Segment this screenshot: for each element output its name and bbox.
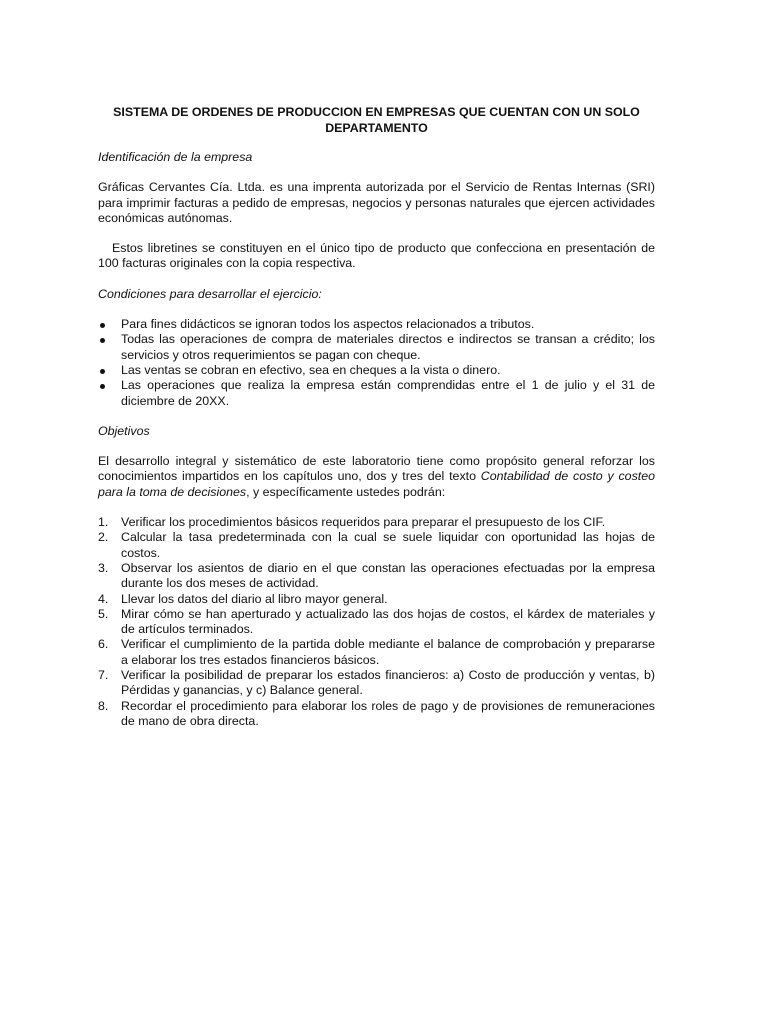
list-item-text: Llevar los datos del diario al libro mayor general. bbox=[121, 591, 388, 606]
paragraph-objectives-intro bbox=[98, 454, 655, 500]
book-title: Contabilidad de costo y costeo para la toma de decisiones bbox=[98, 469, 655, 499]
list-item bbox=[98, 317, 655, 332]
list-item-text: Calcular la tasa predeterminada con la cual se suele liquidar con oportunidad las hojas de costos. bbox=[121, 530, 655, 560]
intro-text-part2: , y específicamente ustedes podrán: bbox=[246, 484, 446, 499]
paragraph-product-description: Estos libretines se constituyen en el único tipo de producto que confecciona en presentación de 100 facturas originales con la copia respectiva. bbox=[98, 241, 655, 271]
objectives-numbered-list bbox=[98, 515, 655, 729]
document-page bbox=[98, 104, 655, 729]
list-item bbox=[98, 530, 655, 561]
list-item-number: 3. bbox=[98, 560, 109, 575]
list-item-text: Mirar cómo se han aperturado y actualizado las dos hojas de costos, el kárdex de materiales y de artículos terminados. bbox=[121, 606, 655, 637]
list-item-text: Observar los asientos de diario en el que constan las operaciones efectuadas por la empresa durante los dos meses de actividad. bbox=[121, 560, 655, 591]
bullet-icon bbox=[100, 323, 105, 328]
list-item-text: Verificar el cumplimiento de la partida doble mediante el balance de comprobación y prepararse a elaborar los tres estados financieros básicos. bbox=[121, 637, 655, 667]
list-item-number: 2. bbox=[98, 530, 109, 545]
intro-text-part1: El desarrollo integral y sistemático de este laboratorio tiene como propósito general reforzar los conocimientos impartidos en los capítulos uno, dos y tres del texto bbox=[98, 454, 655, 484]
list-item bbox=[98, 592, 655, 607]
list-item bbox=[98, 515, 655, 530]
list-item-text: Recordar el procedimiento para elaborar los roles de pago y de provisiones de remuneraciones de mano de obra directa. bbox=[121, 698, 655, 728]
list-item bbox=[98, 637, 655, 668]
list-item bbox=[98, 378, 655, 409]
bullet-icon bbox=[100, 338, 105, 343]
list-item bbox=[98, 607, 655, 638]
list-item-text: Verificar los procedimientos básicos requeridos para preparar el presupuesto de los CIF. bbox=[121, 515, 606, 530]
document-title: SISTEMA DE ORDENES DE PRODUCCION EN EMPRESAS QUE CUENTAN CON UN SOLO DEPARTAMENTO bbox=[113, 105, 640, 135]
list-item-number: 6. bbox=[98, 637, 109, 652]
paragraph-company-description: Gráficas Cervantes Cía. Ltda. es una imprenta autorizada por el Servicio de Rentas Internas (SRI) para imprimir facturas a pedido de empresas, negocios y personas naturales que ejercen actividades económicas autónomas. bbox=[98, 180, 655, 225]
list-item bbox=[98, 668, 655, 699]
list-item-number: 4. bbox=[98, 591, 109, 606]
list-item-number: 7. bbox=[98, 668, 109, 683]
list-item-text: Las operaciones que realiza la empresa están comprendidas entre el 1 de julio y el 31 de diciembre de 20XX. bbox=[121, 378, 655, 408]
list-item-number: 1. bbox=[98, 515, 109, 530]
conditions-bullet-list bbox=[98, 317, 655, 409]
list-item bbox=[98, 699, 655, 730]
list-item-text: Las ventas se cobran en efectivo, sea en cheques a la vista o dinero. bbox=[121, 362, 501, 377]
list-item-number: 5. bbox=[98, 606, 109, 621]
list-item-text: Todas las operaciones de compra de materiales directos e indirectos se transan a crédito; los servicios y otros requerimientos se pagan con cheque. bbox=[121, 332, 655, 362]
bullet-icon bbox=[100, 369, 105, 374]
list-item-number: 8. bbox=[98, 698, 109, 713]
bullet-icon bbox=[100, 384, 105, 389]
list-item bbox=[98, 332, 655, 363]
list-item bbox=[98, 561, 655, 592]
list-item bbox=[98, 363, 655, 378]
section-heading-condiciones: Condiciones para desarrollar el ejercicio: bbox=[98, 286, 322, 301]
list-item-text: Para fines didácticos se ignoran todos los aspectos relacionados a tributos. bbox=[121, 317, 535, 332]
section-heading-objetivos: Objetivos bbox=[98, 423, 150, 438]
list-item-text: Verificar la posibilidad de preparar los estados financieros: a) Costo de producción y ventas, b) Pérdidas y ganancias, y c) Balance general. bbox=[121, 668, 655, 698]
section-heading-identificacion: Identificación de la empresa bbox=[98, 150, 253, 164]
